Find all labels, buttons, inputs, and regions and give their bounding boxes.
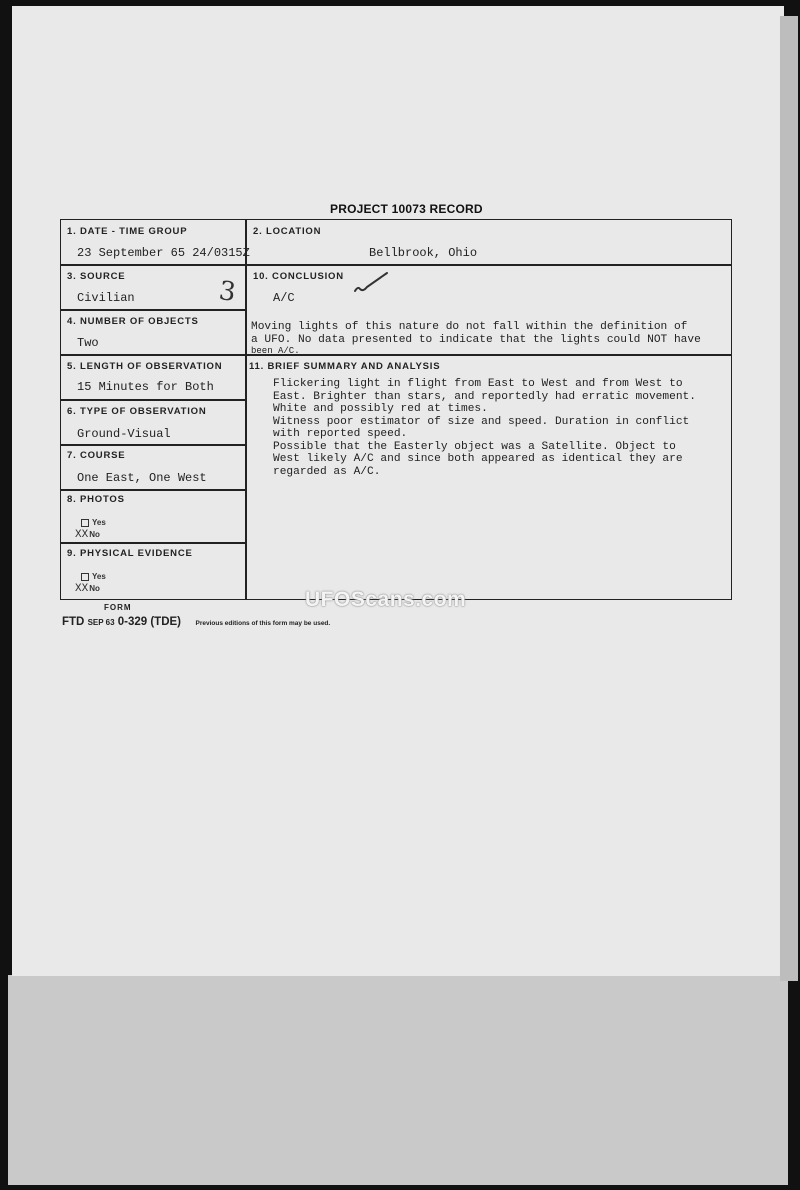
row-divider	[61, 264, 731, 266]
number-of-objects-label: 4. NUMBER OF OBJECTS	[67, 316, 199, 327]
summary-line: Flickering light in flight from East to West and from West to	[273, 378, 683, 390]
length-of-observation-label: 5. LENGTH OF OBSERVATION	[67, 361, 223, 372]
column-divider	[245, 220, 247, 599]
type-of-observation-value: Ground-Visual	[77, 427, 171, 441]
summary-label: 11. BRIEF SUMMARY AND ANALYSIS	[249, 361, 441, 372]
conclusion-label: 10. CONCLUSION	[253, 271, 344, 282]
source-label: 3. SOURCE	[67, 271, 126, 282]
summary-line: Possible that the Easterly object was a Satellite. Object to	[273, 440, 676, 453]
type-of-observation-label: 6. TYPE OF OBSERVATION	[67, 406, 207, 417]
summary-text	[273, 378, 728, 478]
summary-line: West likely A/C and since both appeared as identical they are	[273, 453, 683, 465]
conclusion-line: Moving lights of this nature do not fall within the definition of	[251, 321, 688, 333]
summary-line: with reported speed.	[273, 428, 408, 440]
page-edge-shadow	[780, 16, 798, 981]
photos-yes-option: Yes	[81, 518, 106, 527]
checkbox-icon	[81, 519, 89, 527]
row-divider	[61, 489, 245, 491]
row-divider	[61, 444, 245, 446]
summary-line: Witness poor estimator of size and speed. Duration in conflict	[273, 415, 690, 428]
typed-x-mark: XX	[75, 583, 89, 595]
form-word: FORM	[104, 603, 132, 612]
number-of-objects-value: Two	[77, 336, 99, 350]
location-value: Bellbrook, Ohio	[369, 246, 478, 260]
record-title: PROJECT 10073 RECORD	[330, 202, 483, 216]
summary-line: regarded as A/C.	[273, 465, 381, 478]
physical-evidence-no-option: XXNo	[75, 583, 100, 595]
physical-evidence-label: 9. PHYSICAL EVIDENCE	[67, 548, 193, 559]
source-value: Civilian	[77, 291, 135, 305]
watermark: UFOScans.com	[305, 588, 467, 611]
photos-label: 8. PHOTOS	[67, 494, 125, 505]
conclusion-text	[251, 321, 729, 356]
length-of-observation-value: 15 Minutes for Both	[77, 380, 214, 394]
handwritten-check-icon	[353, 270, 393, 296]
conclusion-line: been A/C.	[251, 346, 300, 356]
typed-x-mark: XX	[75, 529, 89, 541]
row-divider	[61, 399, 245, 401]
location-label: 2. LOCATION	[253, 226, 322, 237]
course-value: One East, One West	[77, 471, 207, 485]
physical-evidence-yes-option: Yes	[81, 572, 106, 581]
summary-line: East. Brighter than stars, and reportedly had erratic movement.	[273, 390, 696, 403]
conclusion-line: a UFO. No data presented to indicate that the lights could NOT have	[251, 333, 701, 346]
date-time-label: 1. DATE - TIME GROUP	[67, 226, 188, 237]
summary-line: White and possibly red at times.	[273, 403, 488, 415]
record-form	[60, 219, 732, 600]
photos-no-option: XXNo	[75, 529, 100, 541]
form-edition-note: Previous editions of this form may be used.	[195, 620, 331, 627]
handwritten-number: 3	[216, 275, 238, 309]
form-number: FTD SEP 63 0-329 (TDE)	[62, 616, 182, 628]
page-lower-margin	[8, 975, 788, 1185]
row-divider	[61, 542, 245, 544]
row-divider	[61, 309, 245, 311]
date-time-value: 23 September 65 24/0315Z	[77, 246, 250, 260]
course-label: 7. COURSE	[67, 450, 126, 461]
form-identifier	[62, 603, 330, 630]
conclusion-value: A/C	[273, 291, 295, 305]
checkbox-icon	[81, 573, 89, 581]
